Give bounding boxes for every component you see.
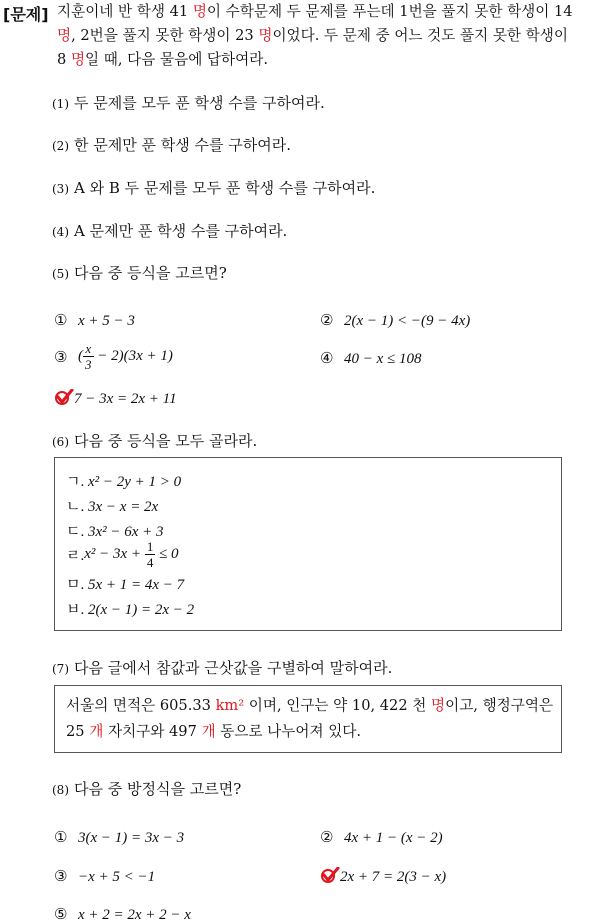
q7-passage-line-2 <box>66 720 361 741</box>
intro-text: 이었다. 두 문제 중 어느 것도 풀지 못한 학생이 8 <box>57 27 568 68</box>
q5-option-5[interactable] <box>54 389 177 408</box>
question-text: 다음 글에서 참값과 근삿값을 구별하여 말하여라. <box>74 659 393 677</box>
question-text: A 와 B 두 문제를 모두 푼 학생 수를 구하여라. <box>74 179 376 197</box>
question-number: (5) <box>52 267 69 281</box>
option-text: − 2)(3x + 1) <box>93 348 173 364</box>
intro-text: 이 수학문제 두 문제를 푸는데 1번을 풀지 못한 학생이 14 <box>206 3 573 20</box>
question-3 <box>52 177 375 198</box>
item-text-prefix: x² − 3x + <box>84 546 145 562</box>
option-marker: ③ <box>54 867 68 885</box>
q8-option-1[interactable] <box>54 828 184 847</box>
option-text: 2x + 7 = 2(3 − x) <box>340 869 447 885</box>
passage-text: 이며, 인구는 약 10, 422 천 <box>244 697 431 714</box>
checkmark-icon <box>54 389 74 405</box>
passage-text: 25 <box>66 723 90 740</box>
question-number: (7) <box>52 662 69 676</box>
option-text-prefix: ( <box>78 348 83 364</box>
option-text: x + 2 = 2x + 2 − x <box>78 907 191 923</box>
intro-unit: 명 <box>258 27 273 44</box>
q6-item <box>66 470 181 491</box>
question-8 <box>52 778 241 799</box>
question-number: (1) <box>52 97 69 111</box>
q7-passage-line-1 <box>66 694 553 715</box>
option-marker: ④ <box>320 349 334 367</box>
q6-item <box>66 539 179 570</box>
question-2 <box>52 134 291 155</box>
question-1 <box>52 92 325 113</box>
option-marker: ③ <box>54 347 68 366</box>
intro-unit: 명 <box>70 51 86 68</box>
fraction <box>83 341 94 372</box>
fraction-denominator: 4 <box>146 555 154 570</box>
question-text: 한 문제만 푼 학생 수를 구하여라. <box>74 136 291 154</box>
intro-unit: 명 <box>57 27 72 44</box>
item-text: 5x + 1 = 4x − 7 <box>88 577 185 593</box>
passage-text: 이고, 행정구역은 <box>445 697 554 714</box>
option-marker: ② <box>320 311 334 329</box>
question-number: (6) <box>52 435 69 449</box>
item-text: ≤ 0 <box>155 546 179 562</box>
passage-unit: 개 <box>89 723 104 740</box>
passage-unit: km² <box>215 697 245 714</box>
option-text: 40 − x ≤ 108 <box>344 351 422 367</box>
item-letter: ㄷ. <box>66 524 85 540</box>
checkmark-icon <box>320 867 340 883</box>
question-6 <box>52 430 257 451</box>
question-text: A 문제만 푼 학생 수를 구하여라. <box>74 222 288 240</box>
problem-label: [문제] <box>3 5 49 24</box>
passage-unit: 명 <box>430 697 446 714</box>
option-text: 4x + 1 − (x − 2) <box>344 830 443 846</box>
option-marker: ① <box>54 311 68 329</box>
problem-intro <box>57 0 579 72</box>
question-number: (4) <box>52 225 69 239</box>
item-letter: ㄱ. <box>66 474 85 490</box>
question-number: (3) <box>52 182 69 196</box>
option-text: x + 5 − 3 <box>78 313 135 329</box>
item-text: 2(x − 1) = 2x − 2 <box>88 602 195 618</box>
option-text: −x + 5 < −1 <box>78 869 156 885</box>
passage-text: 서울의 면적은 605.33 <box>66 697 216 714</box>
intro-unit: 명 <box>192 3 207 20</box>
q6-item <box>66 495 158 516</box>
fraction-numerator: 1 <box>146 539 154 554</box>
option-text: 2(x − 1) < −(9 − 4x) <box>344 313 471 329</box>
option-text: 7 − 3x = 2x + 11 <box>74 391 177 407</box>
q8-option-4[interactable] <box>320 867 446 886</box>
passage-text: 동으로 나누어져 있다. <box>215 723 362 740</box>
passage-unit: 개 <box>201 723 216 740</box>
q5-option-2[interactable] <box>320 311 470 330</box>
question-7 <box>52 657 392 678</box>
q8-option-2[interactable] <box>320 828 443 847</box>
q5-option-3[interactable] <box>54 341 173 372</box>
question-text: 다음 중 방정식을 고르면? <box>74 780 242 798</box>
q6-item <box>66 520 164 541</box>
intro-text: , 2번을 풀지 못한 학생이 23 <box>71 27 259 44</box>
item-letter: ㄹ. <box>66 548 85 564</box>
question-5 <box>52 262 227 283</box>
item-letter: ㅁ. <box>66 577 85 593</box>
q5-option-1[interactable] <box>54 311 135 330</box>
option-marker: ⑤ <box>54 905 68 923</box>
question-4 <box>52 220 287 241</box>
item-letter: ㄴ. <box>66 499 85 515</box>
q6-item <box>66 573 184 594</box>
question-text: 다음 중 등식을 고르면? <box>74 264 227 282</box>
q8-option-5[interactable] <box>54 905 191 924</box>
option-marker: ① <box>54 828 68 846</box>
question-number: (8) <box>52 783 69 797</box>
q6-item <box>66 598 194 619</box>
option-text: 3(x − 1) = 3x − 3 <box>78 830 185 846</box>
fraction-denominator: 3 <box>85 357 92 372</box>
option-marker: ② <box>320 828 334 846</box>
fraction-numerator: x <box>83 341 94 357</box>
question-text: 두 문제를 모두 푼 학생 수를 구하여라. <box>74 94 325 112</box>
fraction <box>145 539 156 570</box>
q5-option-4[interactable] <box>320 349 422 368</box>
q8-option-3[interactable] <box>54 867 155 886</box>
intro-text: 지훈이네 반 학생 41 <box>57 3 193 20</box>
item-letter: ㅂ. <box>66 602 85 618</box>
item-text: x² − 2y + 1 > 0 <box>88 474 182 490</box>
item-text: 3x² − 6x + 3 <box>88 524 164 540</box>
question-number: (2) <box>52 139 69 153</box>
intro-text: 일 때, 다음 물음에 답하여라. <box>85 51 268 68</box>
question-text: 다음 중 등식을 모두 골라라. <box>74 432 258 450</box>
passage-text: 자치구와 497 <box>103 723 202 740</box>
item-text: 3x − x = 2x <box>88 499 159 515</box>
